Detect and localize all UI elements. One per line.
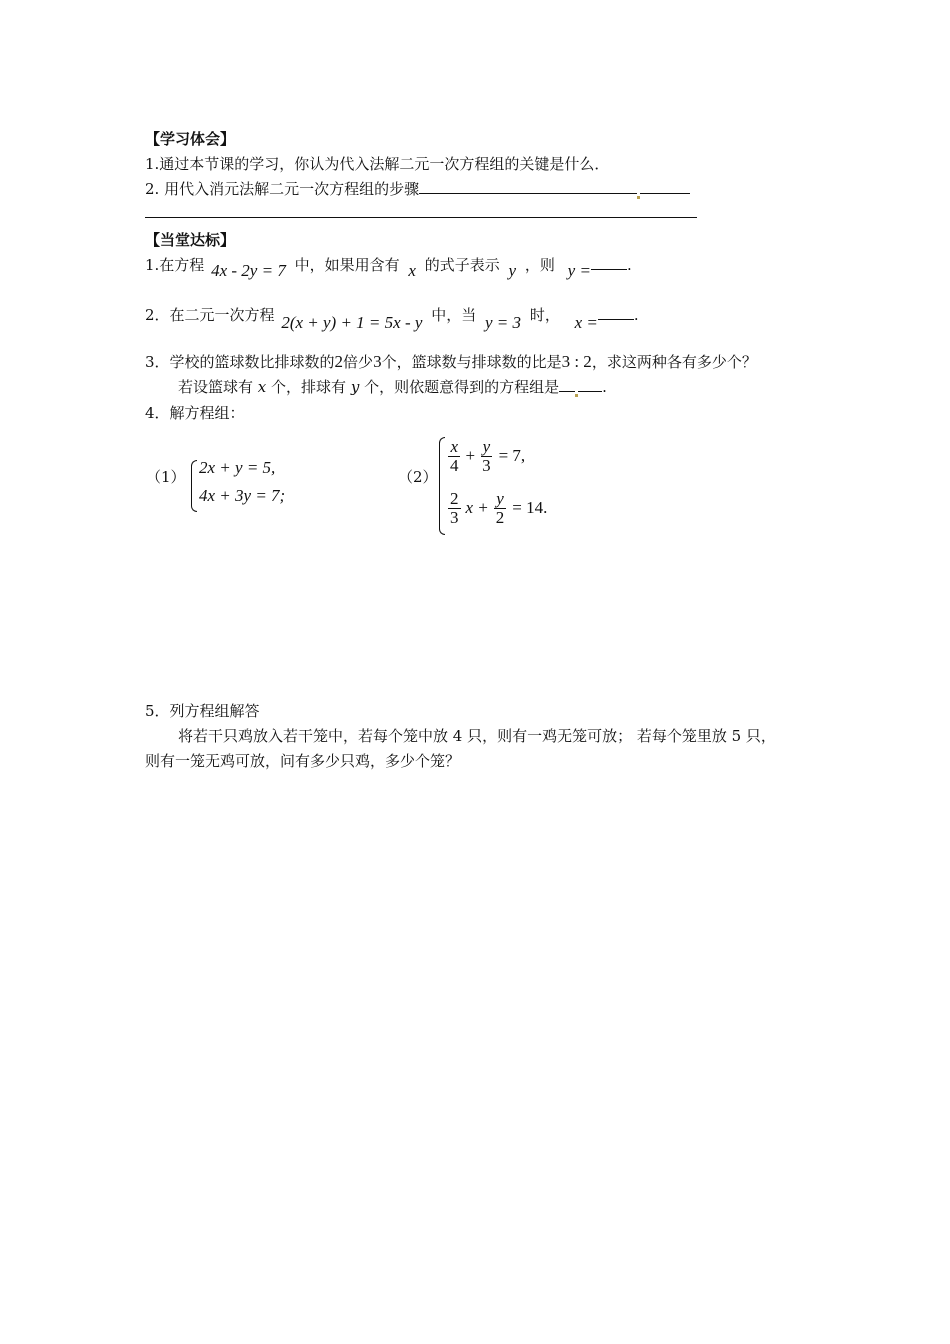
- problem-3-text: ，求这两种各有多少个？: [591, 353, 757, 371]
- question-2-steps: [145, 178, 690, 199]
- variable-y: y: [350, 378, 360, 396]
- answer-blank[interactable]: [559, 391, 575, 392]
- problem-3-text: 3．学校的篮球数比排球数的: [145, 353, 335, 371]
- problem-2-text: 2．在二元一次方程: [145, 306, 275, 324]
- answer-blank[interactable]: [578, 391, 602, 392]
- mark-dot: [575, 394, 578, 397]
- system-1-equation-2: 4x + 3y = 7;: [199, 486, 286, 505]
- section-heading-study-reflection: 【学习体会】: [145, 130, 236, 148]
- problem-4-label: 4．解方程组：: [145, 404, 245, 422]
- problem-3-text: 个，则依题意得到的方程组是: [364, 378, 560, 396]
- problem-5-line-1: 将若干只鸡放入若干笼中，若每个笼中放 4 只，则有一鸡无笼可放； 若每个笼里放 5 只，: [178, 727, 776, 745]
- problem-1-text: ，则: [524, 256, 555, 274]
- equation-middle: x +: [465, 498, 489, 518]
- problem-2-text: 中，当: [431, 306, 477, 324]
- period: .: [602, 378, 607, 396]
- fraction: [448, 438, 461, 475]
- problem-1: [145, 254, 632, 280]
- equation-rhs: = 14.: [512, 498, 548, 518]
- system-1-brace: [191, 460, 197, 512]
- problem-1-text: 的式子表示: [424, 256, 500, 274]
- problem-1-text: 1.在方程: [145, 256, 205, 274]
- denominator: 4: [450, 455, 459, 475]
- section-heading-class-check: 【当堂达标】: [145, 231, 236, 249]
- equation-rhs: = 7,: [498, 446, 526, 466]
- number: 2: [334, 352, 344, 371]
- answer-line[interactable]: [145, 217, 697, 218]
- problem-3-text: 倍少: [343, 353, 374, 371]
- denominator: 3: [450, 507, 459, 527]
- number: 3: [373, 352, 382, 371]
- system-1-equation-1: 2x + y = 5,: [199, 458, 276, 477]
- period: .: [633, 306, 639, 324]
- denominator: 2: [495, 507, 505, 527]
- answer-blank[interactable]: [640, 193, 690, 194]
- answer-prefix: x =: [574, 313, 598, 332]
- period: .: [626, 256, 632, 274]
- system-2-equation-1: [446, 438, 525, 475]
- numerator: 2: [450, 489, 459, 508]
- answer-blank[interactable]: [419, 193, 637, 194]
- problem-3-text: 若设篮球有: [178, 378, 254, 396]
- answer-prefix: y =: [567, 261, 591, 280]
- plus-sign: +: [465, 446, 476, 466]
- variable-y: y: [508, 261, 517, 280]
- problem-1-equation: 4x - 2y = 7: [211, 261, 286, 280]
- fraction: [448, 490, 461, 527]
- problem-2-text: 时，: [529, 306, 560, 324]
- problem-5-label: 5．列方程组解答: [145, 702, 260, 720]
- system-1-label: （1）: [146, 468, 186, 486]
- answer-blank[interactable]: [591, 269, 627, 270]
- problem-5-line-2: 则有一笼无鸡可放，问有多少只鸡，多少个笼？: [145, 752, 461, 770]
- variable-x: x: [408, 261, 416, 280]
- question-1-reflection: 1.通过本节课的学习，你认为代入法解二元一次方程组的关键是什么．: [145, 155, 610, 173]
- denominator: 3: [482, 455, 491, 475]
- ratio: 3 : 2: [561, 352, 592, 371]
- problem-3-text: 个，篮球数与排球数的比是: [381, 353, 562, 371]
- problem-2: [145, 304, 639, 332]
- problem-1-text: 中，如果用含有: [294, 256, 400, 274]
- system-2-label: （2）: [398, 468, 438, 486]
- mark-dot: [637, 196, 640, 199]
- question-2-text: 2. 用代入消元法解二元一次方程组的步骤: [145, 180, 420, 198]
- fraction: [494, 490, 507, 527]
- numerator: y: [496, 489, 504, 508]
- system-2-brace: [439, 437, 445, 535]
- problem-3-line-1: [145, 351, 757, 372]
- variable-x: x: [257, 378, 267, 396]
- problem-2-condition: y = 3: [485, 313, 522, 332]
- problem-2-equation: 2(x + y) + 1 = 5x - y: [281, 313, 423, 332]
- numerator: y: [482, 437, 491, 456]
- numerator: x: [450, 437, 459, 456]
- system-2-equation-2: [446, 490, 547, 527]
- answer-blank[interactable]: [598, 319, 634, 320]
- fraction: [480, 438, 493, 475]
- problem-3-text: 个，排球有: [271, 378, 347, 396]
- problem-3-line-2: [178, 376, 607, 397]
